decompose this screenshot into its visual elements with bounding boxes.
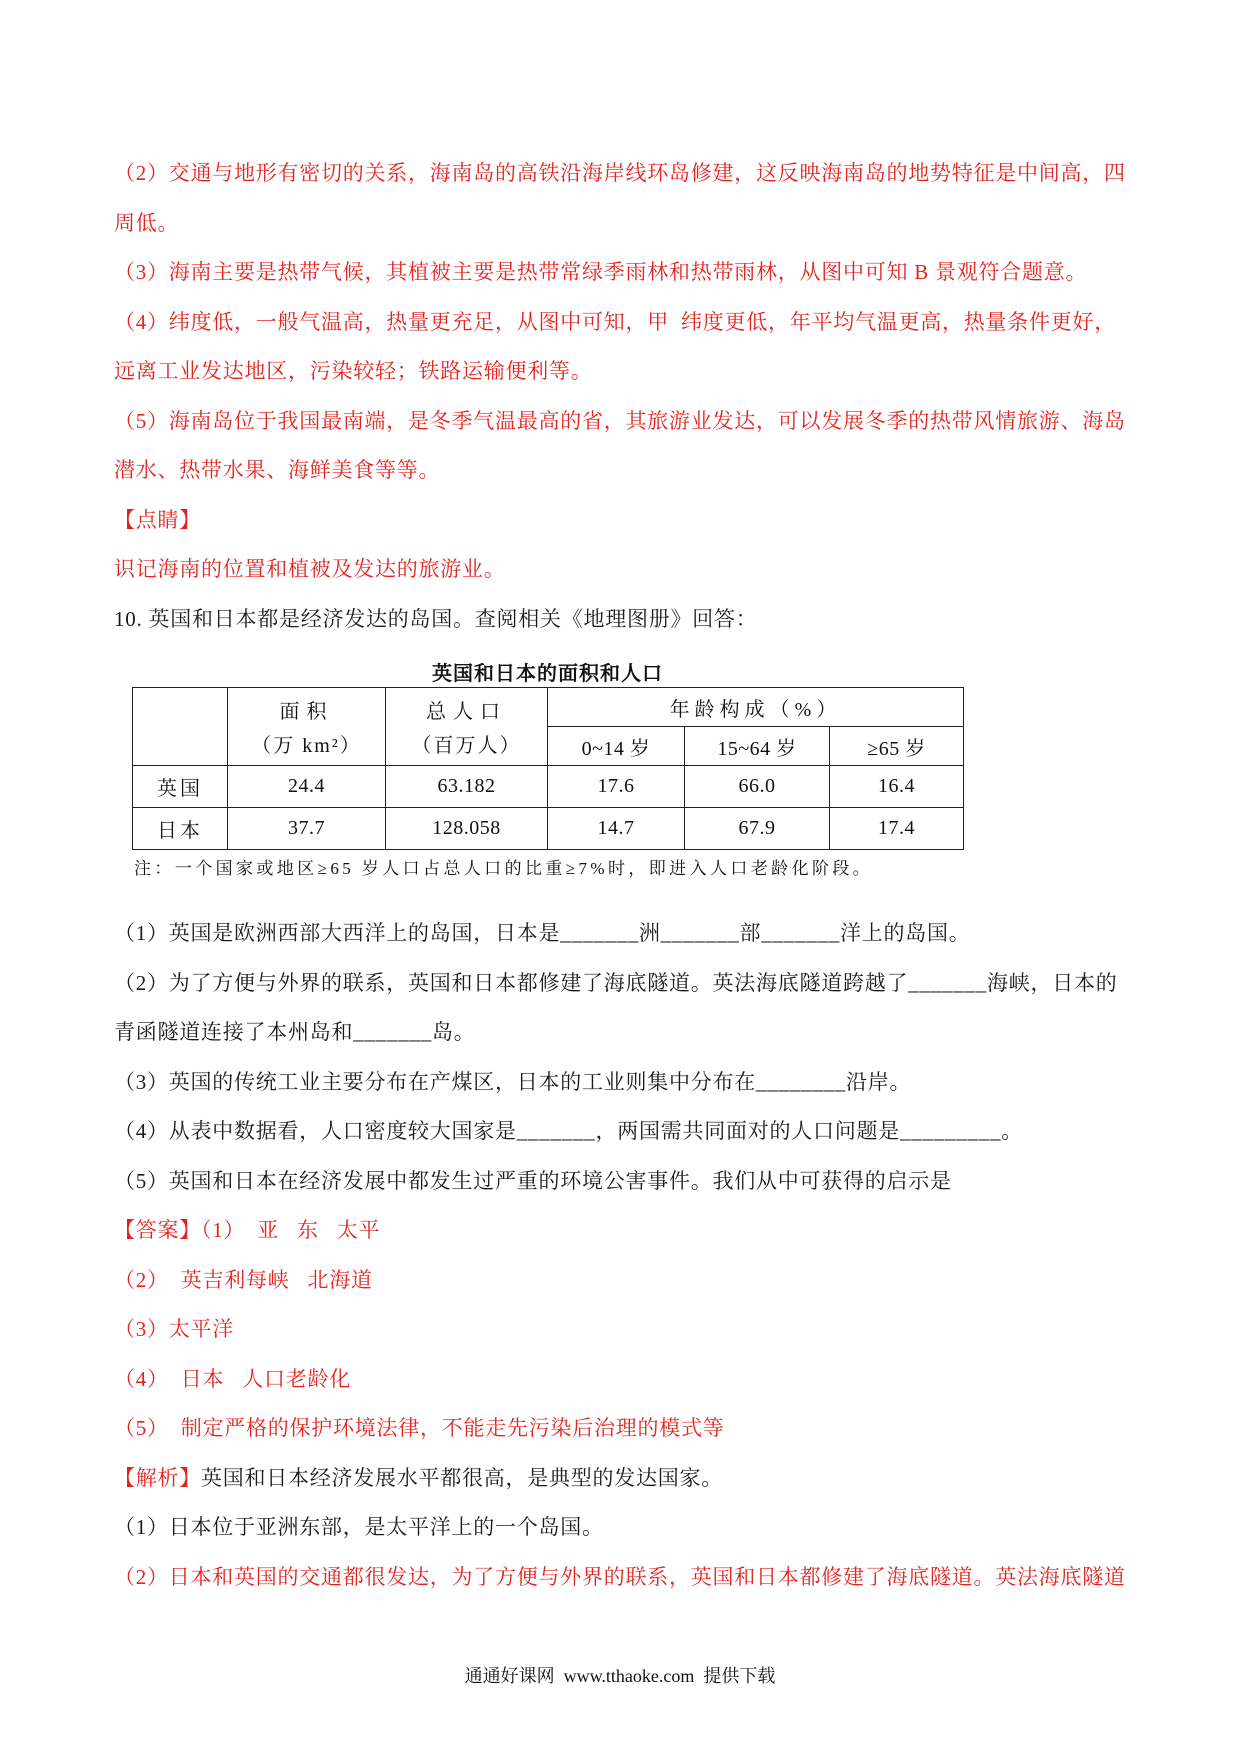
header-area-unit: （万 km²） (251, 734, 362, 757)
header-population-name: 总人口 (426, 700, 507, 723)
analysis-intro: 英国和日本经济发展水平都很高，是典型的发达国家。 (201, 1465, 723, 1490)
explanation-item5-line2: 潜水、热带水果、海鲜美食等等。 (114, 458, 441, 482)
analysis-item-2: （2）日本和英国的交通都很发达，为了方便与外界的联系，英国和日本都修建了海底隧道。英法海底隧道 (114, 1564, 1126, 1589)
row-age-65: 17.4 (830, 808, 964, 850)
table-row (133, 808, 964, 850)
header-age-group: 0~14 岁 (548, 727, 685, 766)
header-area-name: 面积 (279, 700, 334, 723)
answer-item: （5） 制定严格的保护环境法律，不能走先污染后治理的模式等 (114, 1416, 725, 1440)
explanation-item4-line2: 远离工业发达地区，污染较轻；铁路运输便利等。 (114, 359, 593, 383)
header-age-structure: 年龄构成（%） (548, 688, 964, 727)
subquestion-1: （1）英国是欧洲西部大西洋上的岛国，日本是_______洲_______部_______洋上的岛国。 (114, 921, 971, 945)
answer-item: （2） 英吉利每峡 北海道 (114, 1267, 373, 1292)
answer-item: （3）太平洋 (114, 1317, 234, 1341)
question10-stem: 10. 英国和日本都是经济发达的岛国。查阅相关《地理图册》回答： (114, 606, 758, 631)
row-area: 24.4 (228, 766, 386, 808)
answer-label: 【答案】 (114, 1218, 201, 1242)
analysis-item-1: （1）日本位于亚洲东部，是太平洋上的一个岛国。 (114, 1515, 604, 1539)
row-country: 英国 (133, 766, 228, 808)
table-note: 注：一个国家或地区≥65 岁人口占总人口的比重≥7%时，即进入人口老龄化阶段。 (134, 859, 874, 878)
table-header-row (133, 688, 964, 727)
row-age-0-14: 14.7 (548, 808, 685, 850)
subquestion-5: （5）英国和日本在经济发展中都发生过严重的环境公害事件。我们从中可获得的启示是 (114, 1168, 952, 1193)
table-row (133, 766, 964, 808)
row-area: 37.7 (228, 808, 386, 850)
subquestion-2-line1: （2）为了方便与外界的联系，英国和日本都修建了海底隧道。英法海底隧道跨越了_______海峡，日本的 (114, 970, 1118, 995)
dianjing-text: 识记海南的位置和植被及发达的旅游业。 (114, 557, 506, 581)
explanation-item2-line2: 周低。 (114, 210, 180, 235)
header-area (228, 688, 386, 766)
row-population: 63.182 (386, 766, 548, 808)
row-age-0-14: 17.6 (548, 766, 685, 808)
explanation-item2-line1: （2）交通与地形有密切的关系，海南岛的高铁沿海岸线环岛修建，这反映海南岛的地势特征是中间高，四 (114, 161, 1126, 185)
table-title: 英国和日本的面积和人口 (432, 663, 663, 685)
explanation-section (114, 149, 1224, 644)
row-age-65: 16.4 (830, 766, 964, 808)
header-population-unit: （百万人） (411, 734, 522, 757)
explanation-item4-line1: （4）纬度低，一般气温高，热量更充足，从图中可知，甲 纬度更低，年平均气温更高，热量条件更好， (114, 309, 1116, 334)
page-footer: 通通好课网 www.tthaoke.com 提供下载 (464, 1666, 776, 1686)
answer-line-1 (114, 1206, 1224, 1256)
subquestion-3: （3）英国的传统工业主要分布在产煤区，日本的工业则集中分布在________沿岸。 (114, 1069, 912, 1094)
analysis-label: 【解析】 (114, 1465, 201, 1490)
row-age-15-64: 66.0 (685, 766, 830, 808)
table-corner-cell (133, 688, 228, 766)
row-age-15-64: 67.9 (685, 808, 830, 850)
header-age-group: 15~64 岁 (685, 727, 830, 766)
area-population-table (132, 687, 964, 850)
explanation-item3-line1: （3）海南主要是热带气候，其植被主要是热带常绿季雨林和热带雨林，从图中可知 B 景观符合题意。 (114, 260, 1088, 284)
header-age-group: ≥65 岁 (830, 727, 964, 766)
row-country: 日本 (133, 808, 228, 850)
subquestion-2-line2: 青函隧道连接了本州岛和_______岛。 (114, 1020, 476, 1044)
analysis-line-intro (114, 1454, 1224, 1504)
subquestion-4: （4）从表中数据看，人口密度较大国家是_______，两国需共同面对的人口问题是_________。 (114, 1119, 1023, 1143)
dianjing-label: 【点睛】 (114, 507, 201, 532)
answer-item: （1） 亚 东 太平 (201, 1218, 381, 1242)
explanation-item5-line1: （5）海南岛位于我国最南端，是冬季气温最高的省，其旅游业发达，可以发展冬季的热带风情旅游、海岛 (114, 408, 1126, 433)
header-population (386, 688, 548, 766)
question-answer-section (114, 909, 1224, 1602)
row-population: 128.058 (386, 808, 548, 850)
answer-item: （4） 日本 人口老龄化 (114, 1366, 351, 1391)
